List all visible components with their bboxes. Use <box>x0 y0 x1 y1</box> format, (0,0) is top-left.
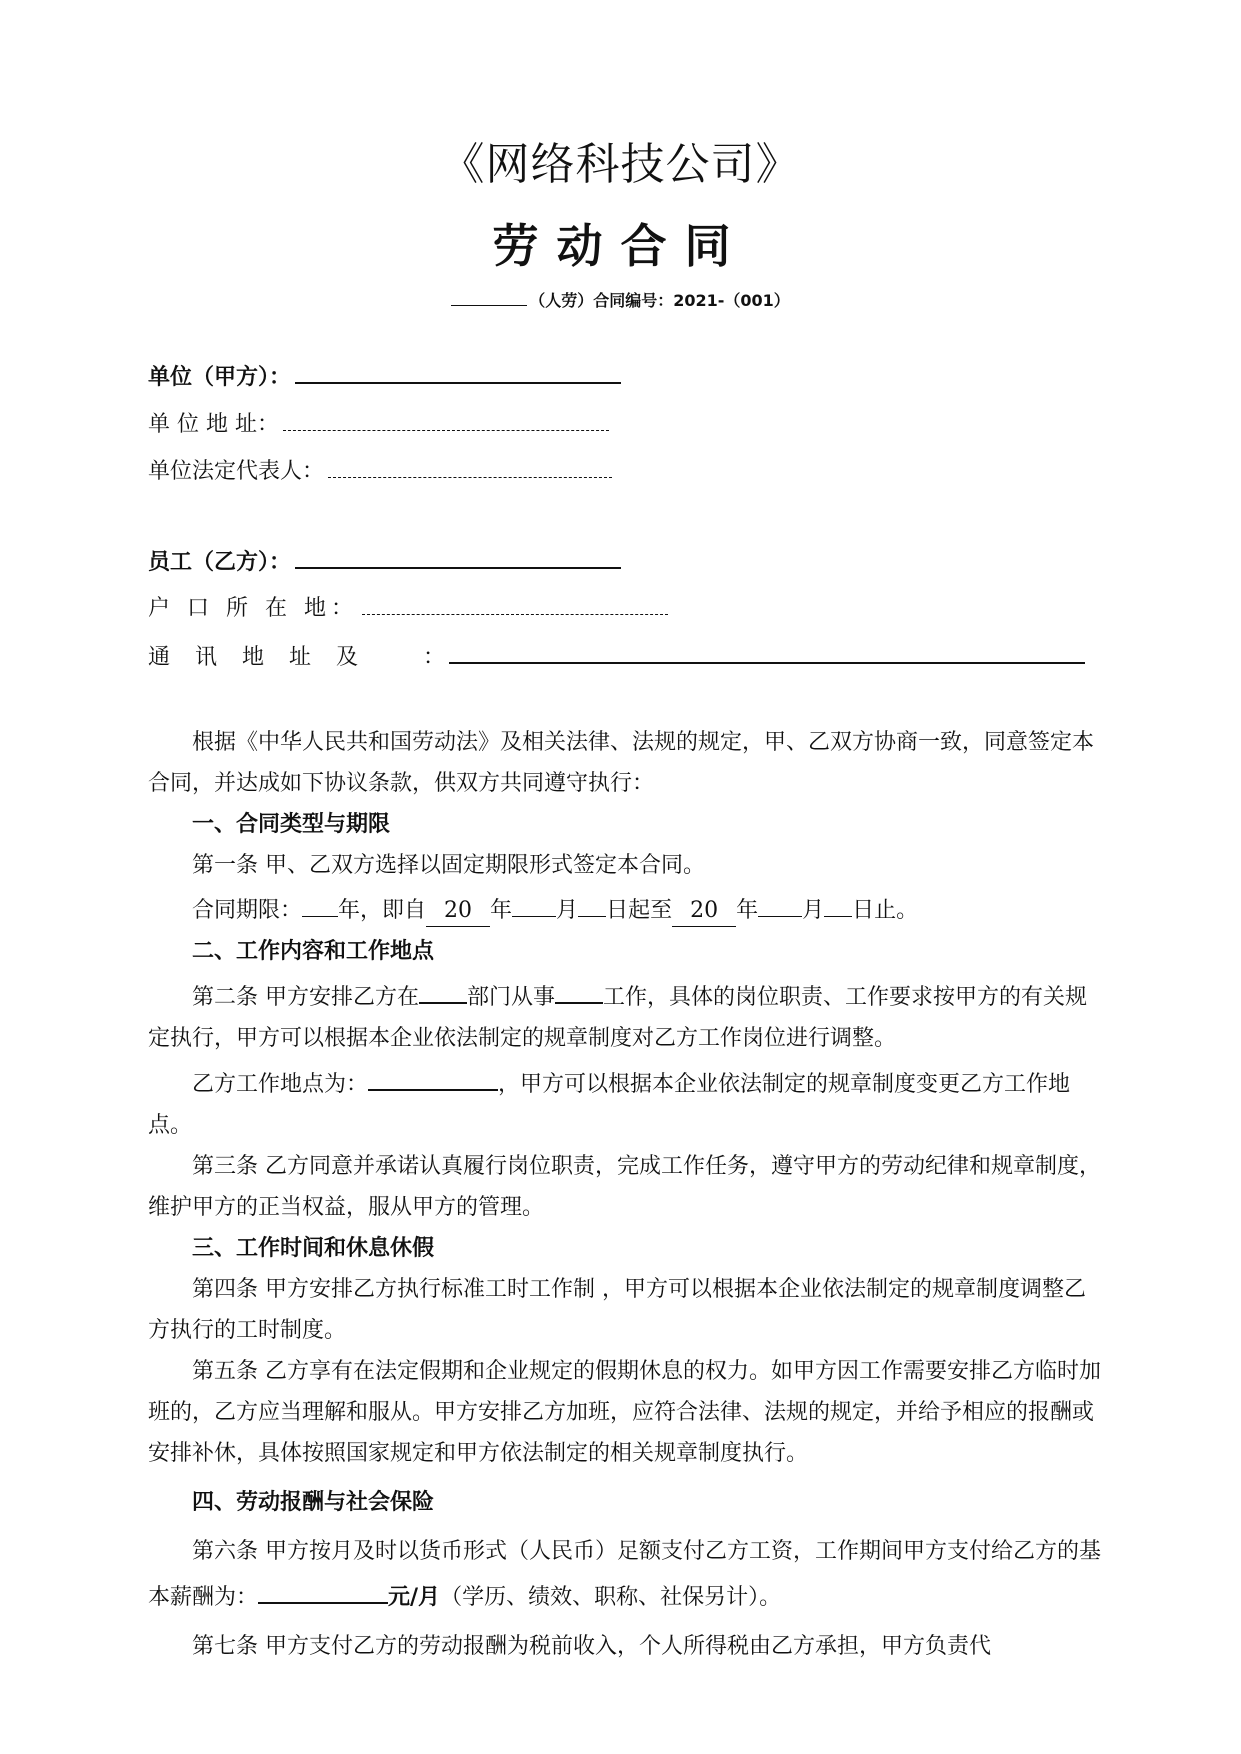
start-year-blank[interactable]: 20 <box>426 896 490 927</box>
term-years-blank[interactable] <box>302 886 338 917</box>
section-heading-2: 二、工作内容和工作地点 <box>192 938 435 964</box>
end-month-blank[interactable] <box>758 886 802 917</box>
end-month-text: 月 <box>802 898 825 923</box>
party-b-hukou-blank[interactable] <box>362 592 668 615</box>
article-2-part-a: 第二条 甲方安排乙方在 <box>192 985 419 1010</box>
section-heading-4: 四、劳动报酬与社会保险 <box>192 1489 435 1515</box>
work-place-part-b: ，甲方可以根据本企业依法制定的规章制度变更乙方工作地点。 <box>148 1072 1071 1138</box>
department-blank[interactable] <box>419 972 467 1004</box>
start-day-blank[interactable] <box>578 886 606 917</box>
party-a-unit-label: 单位（甲方）： <box>148 364 292 390</box>
contract-number-blank[interactable] <box>451 305 527 306</box>
article-4: 第四条 甲方安排乙方执行标准工时工作制 ，甲方可以根据本企业依法制定的规章制度调整乙方执行的工时制度。 <box>148 1277 1086 1343</box>
term-from-text: 日起至 <box>606 898 673 923</box>
party-b-hukou-label: 户 口 所 在 地： <box>148 596 358 621</box>
party-b-employee-field <box>148 545 621 577</box>
article-5: 第五条 乙方享有在法定假期和企业规定的假期休息的权力。如甲方因工作需要安排乙方临时加班的，乙方应当理解和服从。甲方安排乙方加班，应符合法律、法规的规定，并给予相应的报酬或安排补休，具体按照国家规定和甲方依法制定的相关规章制度执行。 <box>148 1359 1101 1466</box>
article-2-part-b: 部门从事 <box>467 985 556 1010</box>
party-b-contact-colon: ： <box>422 645 445 670</box>
party-a-legal-rep-field <box>148 455 612 487</box>
section-heading-1: 一、合同类型与期限 <box>192 811 391 837</box>
work-place-blank[interactable] <box>368 1059 498 1091</box>
salary-unit: 元/月 <box>388 1584 441 1610</box>
start-month-blank[interactable] <box>512 886 556 917</box>
term-end-text: 日止。 <box>852 898 919 923</box>
party-b-hukou-field <box>148 592 668 624</box>
party-b-employee-label: 员工（乙方）： <box>148 549 292 575</box>
term-prefix: 合同期限： <box>192 898 303 923</box>
article-2 <box>148 972 1106 1059</box>
contract-number: （人劳）合同编号：2021-（001） <box>529 291 790 310</box>
article-3: 第三条 乙方同意并承诺认真履行岗位职责，完成工作任务，遵守甲方的劳动纪律和规章制度，维护甲方的正当权益，服从甲方的管理。 <box>148 1154 1101 1220</box>
article-6 <box>148 1531 1106 1618</box>
party-a-legal-rep-blank[interactable] <box>328 455 612 478</box>
start-year-text: 年 <box>490 898 513 923</box>
job-blank[interactable] <box>555 972 603 1004</box>
party-b-employee-blank[interactable] <box>295 545 621 569</box>
party-a-legal-rep-label: 单位法定代表人： <box>148 459 325 484</box>
start-month-text: 月 <box>556 898 579 923</box>
company-title: 《网络科技公司》 <box>440 139 801 190</box>
section-heading-3: 三、工作时间和休息休假 <box>192 1235 435 1261</box>
contract-term-line <box>148 886 1106 931</box>
contract-number-line <box>0 288 1241 311</box>
end-year-text: 年 <box>736 898 759 923</box>
party-a-address-blank[interactable] <box>283 408 609 431</box>
salary-blank[interactable] <box>258 1572 388 1604</box>
end-day-blank[interactable] <box>824 886 852 917</box>
term-year-text: 年，即自 <box>338 898 427 923</box>
work-place-part-a: 乙方工作地点为： <box>192 1072 369 1097</box>
party-a-address-label: 单 位 地 址： <box>148 412 279 437</box>
end-year-blank[interactable]: 20 <box>672 896 736 927</box>
article-1: 第一条 甲、乙双方选择以固定期限形式签定本合同。 <box>192 853 705 878</box>
party-b-contact-label: 通 讯 地 址 及 <box>148 645 367 670</box>
article-2-part-c: 工作，具体的岗位职责、工作要求按甲方的有关规定执行，甲方可以根据本企业依法制定的规章制度对乙方工作岗位进行调整。 <box>148 985 1088 1051</box>
contract-body <box>148 722 1106 1667</box>
party-a-unit-blank[interactable] <box>295 360 621 384</box>
party-a-unit-field <box>148 360 621 392</box>
party-b-contact-blank[interactable] <box>449 640 1085 664</box>
article-6-part-b: （学历、绩效、职称、社保另计）。 <box>440 1585 782 1610</box>
party-a-address-field <box>148 408 609 440</box>
party-b-contact-field <box>148 640 1085 672</box>
article-7: 第七条 甲方支付乙方的劳动报酬为税前收入，个人所得税由乙方承担，甲方负责代 <box>192 1634 991 1659</box>
contract-title: 劳动合同 <box>492 219 749 273</box>
work-place-paragraph <box>148 1059 1106 1146</box>
intro-paragraph: 根据《中华人民共和国劳动法》及相关法律、法规的规定，甲、乙双方协商一致，同意签定本合同，并达成如下协议条款，供双方共同遵守执行： <box>148 730 1095 796</box>
article-6-part-a: 第六条 甲方按月及时以货币形式（人民币）足额支付乙方工资，工作期间甲方支付给乙方的基本薪酬为： <box>148 1539 1101 1610</box>
